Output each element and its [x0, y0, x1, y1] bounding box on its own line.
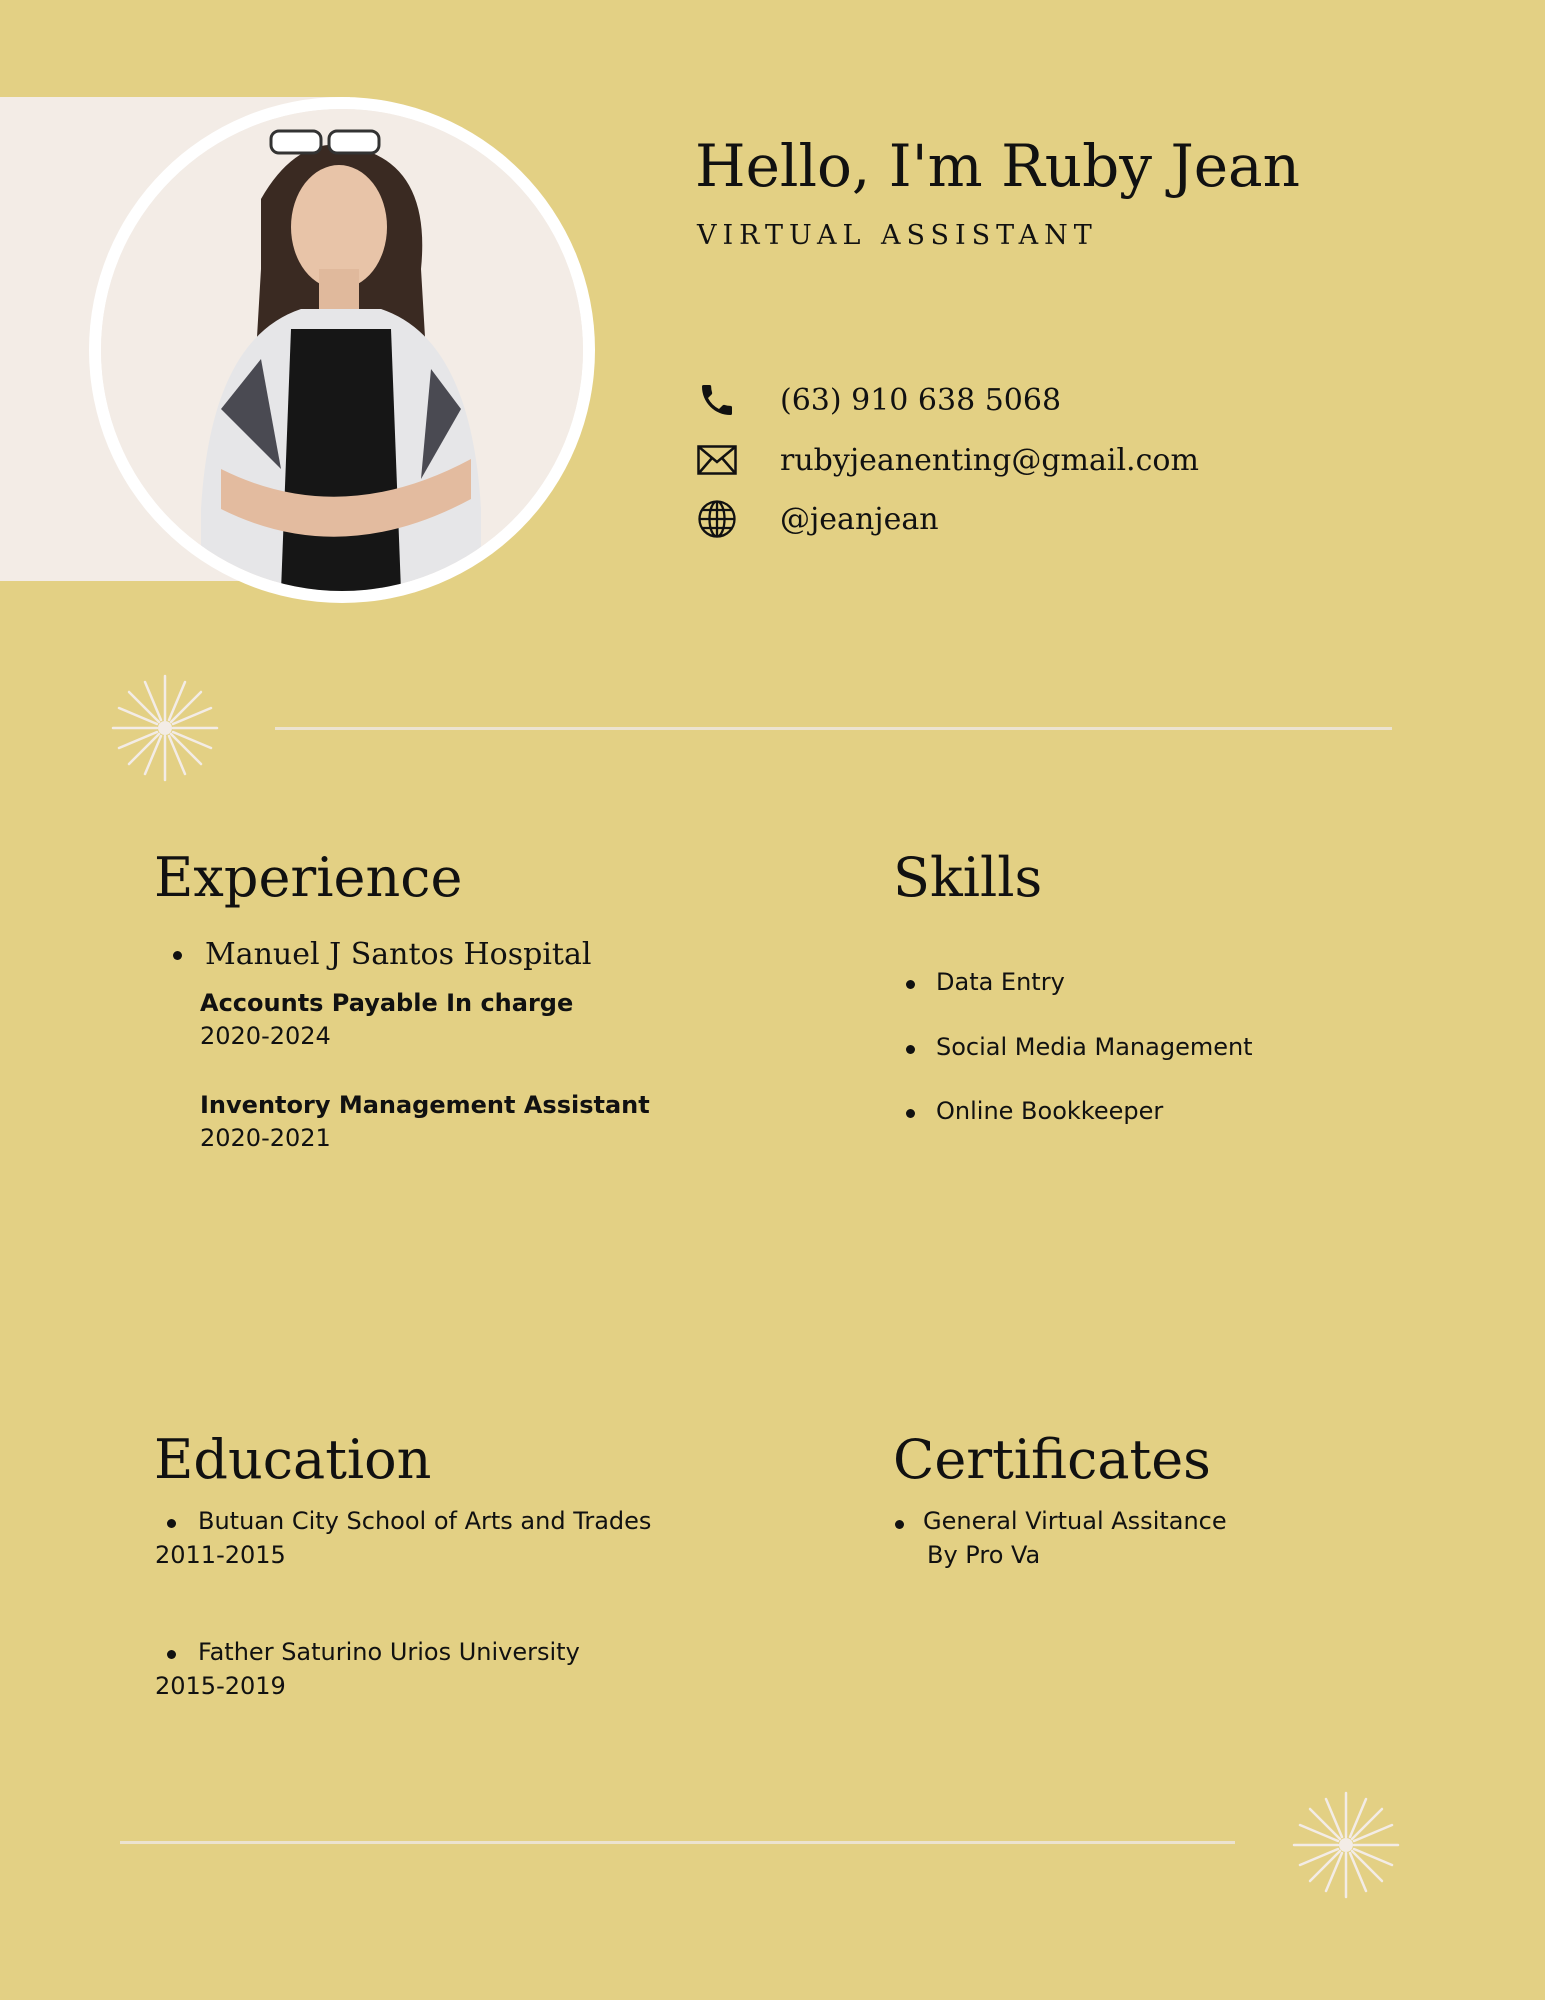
- bullet: [906, 1109, 915, 1118]
- certificate-issuer: By Pro Va: [927, 1541, 1041, 1569]
- bullet: [167, 1519, 176, 1528]
- skill-item: Social Media Management: [936, 1033, 1253, 1061]
- school-years: 2011-2015: [155, 1541, 286, 1569]
- certificates-heading: Certificates: [893, 1428, 1211, 1491]
- bullet: [895, 1520, 904, 1529]
- divider-bottom: [120, 1841, 1235, 1844]
- bullet: [906, 980, 915, 989]
- role-years: 2020-2021: [200, 1124, 331, 1152]
- sparkle-icon: [109, 672, 221, 784]
- contact-phone: [696, 378, 1061, 422]
- skills-heading: Skills: [893, 846, 1043, 909]
- name-title: Hello, I'm Ruby Jean: [695, 132, 1300, 200]
- phone-icon: [696, 379, 738, 421]
- skill-item: Data Entry: [936, 968, 1065, 996]
- role-years: 2020-2024: [200, 1022, 331, 1050]
- experience-employer: Manuel J Santos Hospital: [205, 937, 592, 972]
- sparkle-icon: [1290, 1789, 1402, 1901]
- email-address[interactable]: rubyjeanenting@gmail.com: [780, 442, 1199, 478]
- divider-top: [275, 727, 1392, 730]
- bullet: [173, 951, 182, 960]
- envelope-icon: [696, 439, 738, 481]
- skill-item: Online Bookkeeper: [936, 1097, 1164, 1125]
- phone-number[interactable]: (63) 910 638 5068: [780, 382, 1062, 418]
- experience-heading: Experience: [154, 846, 463, 909]
- school-name: Father Saturino Urios University: [198, 1638, 580, 1666]
- profile-photo: [101, 109, 583, 591]
- bullet: [167, 1650, 176, 1659]
- certificate-name: General Virtual Assitance: [923, 1507, 1227, 1535]
- contact-social: [696, 497, 939, 541]
- role-title: Inventory Management Assistant: [200, 1091, 650, 1119]
- school-name: Butuan City School of Arts and Trades: [198, 1507, 652, 1535]
- school-years: 2015-2019: [155, 1672, 286, 1700]
- education-heading: Education: [154, 1428, 432, 1491]
- contact-email: [696, 438, 1199, 482]
- job-title: VIRTUAL ASSISTANT: [697, 220, 1098, 251]
- social-handle[interactable]: @jeanjean: [780, 501, 939, 537]
- role-title: Accounts Payable In charge: [200, 989, 574, 1017]
- globe-icon: [696, 498, 738, 540]
- bullet: [906, 1045, 915, 1054]
